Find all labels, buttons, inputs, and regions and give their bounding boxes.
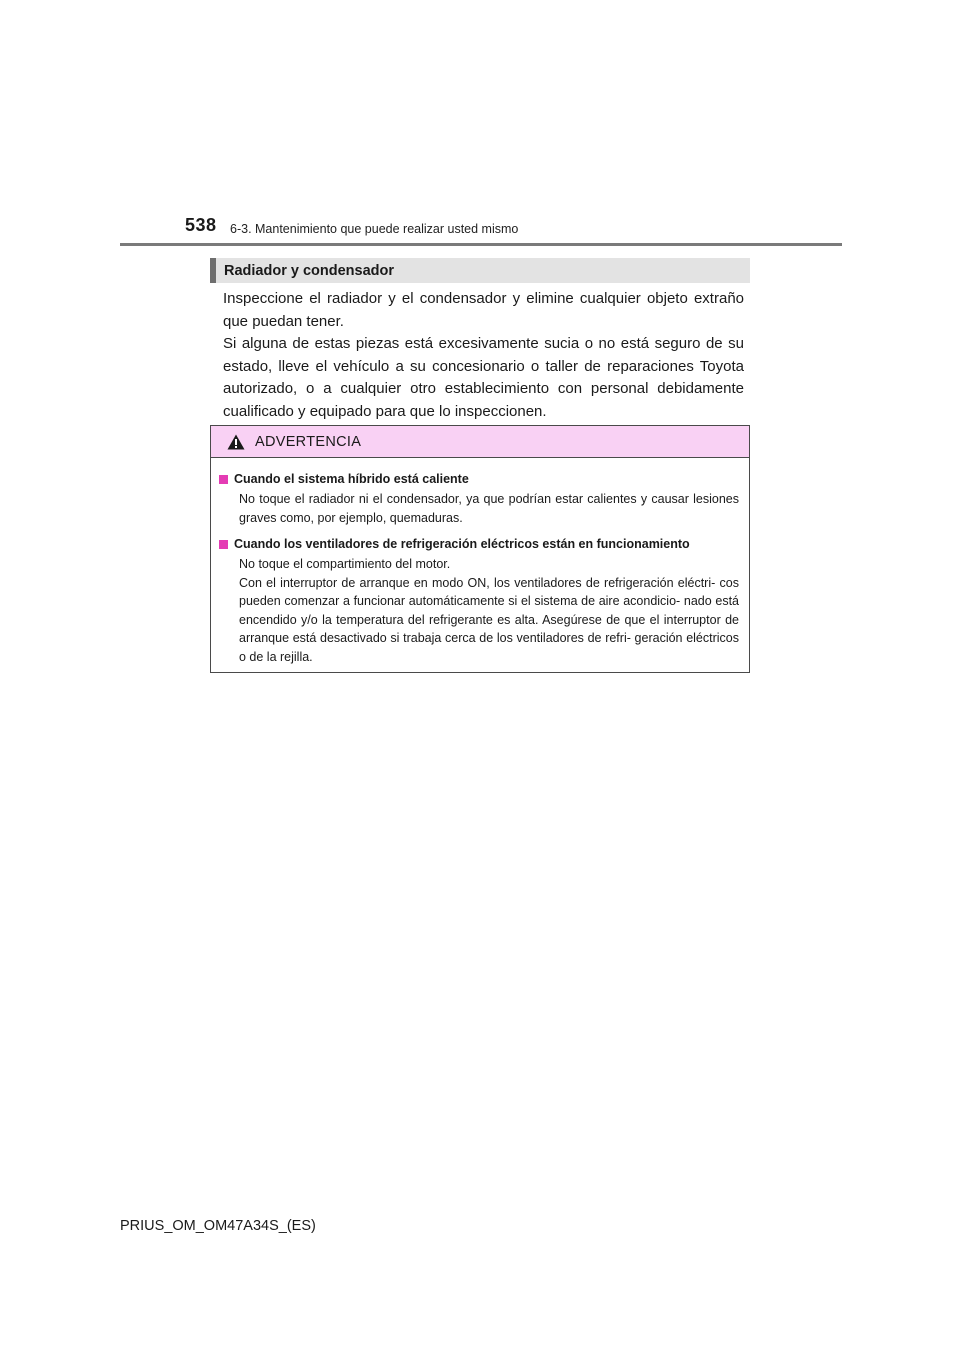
- warning-content: [211, 458, 749, 666]
- warning-item: [219, 470, 739, 527]
- warning-item-paragraph: No toque el radiador ni el condensador, ya que podrían estar calientes y causar lesiones graves como, por ejemplo, quemaduras.: [239, 492, 739, 525]
- warning-header: [211, 426, 749, 458]
- warning-item-title-text: Cuando los ventiladores de refrigeración eléctricos están en funcionamiento: [234, 537, 690, 551]
- warning-item-paragraph: No toque el compartimiento del motor.: [239, 557, 451, 571]
- warning-item-title: [219, 470, 739, 488]
- body-paragraph: Si alguna de estas piezas está excesivamente sucia o no está seguro de su estado, lleve el vehículo a su concesionario o taller de reparaciones Toyota autorizado, o a cualquier otro establecimiento con personal debidamente cualificado y equipado para que lo inspeccionen.: [223, 335, 744, 420]
- section-heading-text: Radiador y condensador: [224, 262, 395, 279]
- section-heading: [210, 258, 750, 283]
- body-paragraph: Inspeccione el radiador y el condensador y elimine cualquier objeto extraño que puedan tener.: [223, 290, 744, 330]
- warning-item-title: [219, 535, 739, 553]
- warning-item-title-text: Cuando el sistema híbrido está caliente: [234, 472, 469, 486]
- warning-item-paragraph: Con el interruptor de arranque en modo ON, los ventiladores de refrigeración eléctri- cos pueden comenzar a funcionar automáticamente si el sistema de aire acondicio- nado está encendido y/o la temperatura del refrigerante es alta. Asegúrese de que el interruptor de arranque está desactivado si trabaja cerca de los ventiladores de refri- geración eléctricos o de la rejilla.: [239, 575, 739, 664]
- warning-title: ADVERTENCIA: [255, 433, 362, 450]
- warning-box: [210, 425, 750, 673]
- footer-code: PRIUS_OM_OM47A34S_(ES): [120, 1218, 316, 1234]
- warning-item-body: [219, 555, 739, 666]
- page-number: 538: [185, 215, 217, 235]
- warning-item-body: [219, 490, 739, 527]
- header-rule: [120, 243, 842, 246]
- bullet-square-icon: [219, 475, 228, 484]
- warning-triangle-icon: [227, 434, 245, 450]
- warning-item: [219, 535, 739, 666]
- running-header: 6-3. Mantenimiento que puede realizar usted mismo: [230, 222, 519, 236]
- body-text: [223, 288, 744, 423]
- bullet-square-icon: [219, 540, 228, 549]
